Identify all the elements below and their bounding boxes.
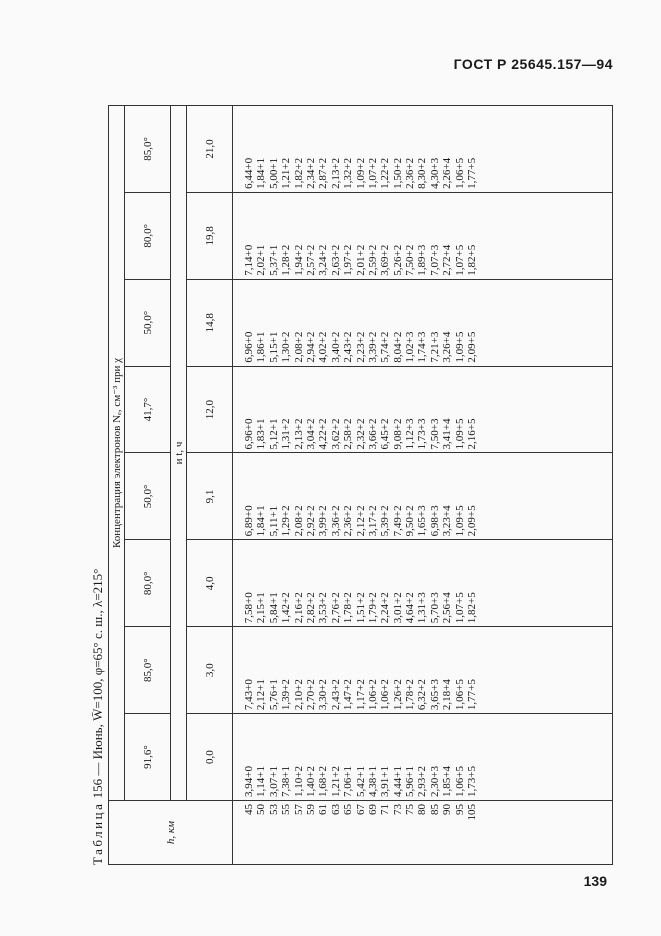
table-cell: 3,53+2	[317, 592, 330, 624]
table-cell: 1,06+2	[379, 679, 392, 711]
table-cell: 1,40+2	[304, 766, 317, 797]
table-cell: 1,07+5	[453, 592, 466, 624]
table-cell: 3,30+2	[317, 679, 330, 711]
table-cell: 4,02+2	[317, 331, 330, 363]
table-cell: 1,31+3	[416, 592, 429, 624]
table-cell: 1,39+2	[280, 679, 293, 711]
value-column-5	[233, 279, 613, 366]
height-cell: 61	[317, 804, 330, 815]
table-cell: 2,18+4	[441, 679, 454, 711]
t-header-1: 3,0	[187, 627, 233, 714]
table-cell: 2,63+2	[329, 244, 342, 276]
table-cell: 7,14+0	[243, 244, 255, 276]
table-cell: 7,49+2	[391, 505, 404, 537]
table-cell: 1,26+2	[391, 679, 404, 711]
table-cell: 1,78+2	[342, 592, 355, 624]
table-cell: 1,86+1	[255, 331, 268, 363]
chi-header-6: 80,0°	[125, 192, 171, 279]
table-cell: 1,30+2	[280, 331, 293, 363]
table-cell: 1,42+2	[280, 592, 293, 624]
caption-label: Таблица	[90, 801, 105, 865]
table-cell: 1,51+2	[354, 592, 367, 624]
table-cell: 4,30+3	[428, 157, 441, 189]
table-cell: 1,84+1	[255, 505, 268, 537]
table-cell: 2,70+2	[304, 679, 317, 711]
table-cell: 2,15+1	[255, 592, 268, 624]
table-cell: 2,26+4	[441, 157, 454, 189]
table-cell: 2,32+2	[354, 418, 367, 450]
height-cell: 75	[404, 804, 417, 815]
chi-header-3: 50,0°	[125, 453, 171, 540]
height-cell: 67	[354, 804, 367, 815]
table-cell: 2,16+5	[466, 418, 479, 450]
table-cell: 1,07+2	[366, 157, 379, 189]
table-cell: 3,94+0	[243, 766, 255, 797]
table-cell: 1,22+2	[379, 157, 392, 189]
caption-text: — Июнь, W̄=100, φ=65° с. ш., λ=215°	[90, 568, 105, 776]
table-cell: 2,43+2	[342, 331, 355, 363]
table-cell: 5,76+1	[267, 679, 280, 711]
height-cell: 53	[267, 804, 280, 815]
table-cell: 1,06+5	[453, 157, 466, 189]
table-cell: 2,76+2	[329, 592, 342, 624]
chi-header-7: 85,0°	[125, 106, 171, 193]
height-cell: 63	[329, 804, 342, 815]
table-cell: 1,97+2	[342, 244, 355, 276]
value-column-4	[233, 366, 613, 453]
table-cell: 1,12+3	[404, 418, 417, 450]
table-cell: 1,68+2	[317, 766, 330, 797]
table-cell: 2,10+2	[292, 679, 305, 711]
table-cell: 1,06+2	[366, 679, 379, 711]
table-cell: 7,50+2	[404, 244, 417, 276]
table-cell: 6,98+3	[428, 505, 441, 537]
table-cell: 1,09+5	[453, 505, 466, 537]
table-cell: 6,44+0	[243, 157, 255, 189]
height-cell: 80	[416, 804, 429, 815]
table-cell: 5,12+1	[267, 418, 280, 450]
table-cell: 1,29+2	[280, 505, 293, 537]
table-cell: 1,94+2	[292, 244, 305, 276]
table-cell: 3,04+2	[304, 418, 317, 450]
table-cell: 5,70+3	[428, 592, 441, 624]
table-cell: 1,78+2	[404, 679, 417, 711]
table-cell: 5,39+2	[379, 505, 392, 537]
table-cell: 4,64+2	[404, 592, 417, 624]
table-cell: 6,32+2	[416, 679, 429, 711]
table-cell: 1,77+5	[466, 157, 479, 189]
table-cell: 2,12+2	[354, 505, 367, 537]
table-cell: 2,01+2	[354, 244, 367, 276]
table-cell: 6,45+2	[379, 418, 392, 450]
subgroup-header: и t, ч	[171, 106, 187, 801]
height-cell: 65	[342, 804, 355, 815]
value-column-0	[233, 714, 613, 801]
table-cell: 3,99+2	[317, 505, 330, 537]
table-cell: 7,06+1	[342, 766, 355, 797]
table-cell: 5,37+1	[267, 244, 280, 276]
t-header-4: 12,0	[187, 366, 233, 453]
height-cell: 85	[428, 804, 441, 815]
table-caption	[88, 105, 108, 865]
table-cell: 1,14+1	[255, 766, 268, 797]
height-cell: 71	[379, 804, 392, 815]
t-header-7: 21,0	[187, 106, 233, 193]
table-cell: 1,21+2	[329, 766, 342, 797]
table-cell: 2,23+2	[354, 331, 367, 363]
table-cell: 3,40+2	[329, 331, 342, 363]
table-cell: 1,10+2	[292, 766, 305, 797]
table-cell: 2,16+2	[292, 592, 305, 624]
table-cell: 1,09+5	[453, 418, 466, 450]
table-cell: 1,06+5	[453, 679, 466, 711]
table-cell: 3,01+2	[391, 592, 404, 624]
height-cell: 50	[255, 804, 268, 815]
chi-header-4: 41,7°	[125, 366, 171, 453]
table-cell: 5,11+1	[267, 505, 280, 537]
table-cell: 4,38+1	[366, 766, 379, 797]
table-cell: 1,85+4	[441, 766, 454, 797]
table-cell: 7,50+3	[428, 418, 441, 450]
height-cell: 95	[453, 804, 466, 815]
table-cell: 5,96+1	[404, 766, 417, 797]
table-cell: 3,24+2	[317, 244, 330, 276]
table-cell: 8,04+2	[391, 331, 404, 363]
table-cell: 6,89+0	[243, 505, 255, 537]
table-cell: 2,08+2	[292, 505, 305, 537]
table-cell: 1,82+5	[466, 244, 479, 276]
t-header-5: 14,8	[187, 279, 233, 366]
table-cell: 2,87+2	[317, 157, 330, 189]
table-cell: 1,28+2	[280, 244, 293, 276]
t-header-0: 0,0	[187, 714, 233, 801]
table-cell: 1,73+5	[466, 766, 479, 797]
table-cell: 7,43+0	[243, 679, 255, 711]
rotated-table-block	[88, 105, 613, 865]
table-cell: 2,56+4	[441, 592, 454, 624]
height-cell: 90	[441, 804, 454, 815]
chi-header-0: 91,6°	[125, 714, 171, 801]
height-cell: 57	[292, 804, 305, 815]
t-header-2: 4,0	[187, 540, 233, 627]
table-cell: 5,15+1	[267, 331, 280, 363]
table-cell: 4,44+1	[391, 766, 404, 797]
t-header-6: 19,8	[187, 192, 233, 279]
page-number: 139	[583, 873, 607, 889]
table-cell: 1,65+3	[416, 505, 429, 537]
table-cell: 7,07+3	[428, 244, 441, 276]
table-cell: 2,58+2	[342, 418, 355, 450]
electron-concentration-table	[108, 105, 613, 865]
table-cell: 5,00+1	[267, 157, 280, 189]
height-column-header: h, км	[109, 801, 233, 865]
table-cell: 2,93+2	[416, 766, 429, 797]
table-cell: 3,66+2	[366, 418, 379, 450]
table-cell: 2,09+5	[466, 505, 479, 537]
height-cell: 55	[280, 804, 293, 815]
table-cell: 1,82+2	[292, 157, 305, 189]
table-cell: 7,21+3	[428, 331, 441, 363]
table-cell: 2,09+5	[466, 331, 479, 363]
table-cell: 3,17+2	[366, 505, 379, 537]
table-cell: 3,26+4	[441, 331, 454, 363]
table-cell: 2,24+2	[379, 592, 392, 624]
table-cell: 2,57+2	[304, 244, 317, 276]
table-cell: 1,09+5	[453, 331, 466, 363]
table-cell: 2,43+2	[329, 679, 342, 711]
table-cell: 1,77+5	[466, 679, 479, 711]
table-cell: 2,13+2	[329, 157, 342, 189]
group-header: Концентрация электронов Nₑ, см⁻³ при χ	[109, 106, 125, 801]
caption-number: 156	[90, 778, 105, 799]
table-cell: 1,74+3	[416, 331, 429, 363]
height-cell: 45	[243, 804, 255, 815]
table-cell: 1,09+2	[354, 157, 367, 189]
table-cell: 1,83+1	[255, 418, 268, 450]
t-header-3: 9,1	[187, 453, 233, 540]
table-cell: 3,07+1	[267, 766, 280, 797]
table-cell: 2,36+2	[342, 505, 355, 537]
table-cell: 1,47+2	[342, 679, 355, 711]
table-cell: 7,38+1	[280, 766, 293, 797]
table-cell: 1,82+5	[466, 592, 479, 624]
table-cell: 5,42+1	[354, 766, 367, 797]
table-cell: 2,08+2	[292, 331, 305, 363]
table-cell: 3,23+4	[441, 505, 454, 537]
value-column-7	[233, 106, 613, 193]
table-cell: 2,34+2	[304, 157, 317, 189]
table-cell: 5,74+2	[379, 331, 392, 363]
table-cell: 1,21+2	[280, 157, 293, 189]
height-cell: 73	[391, 804, 404, 815]
table-cell: 1,07+5	[453, 244, 466, 276]
table-cell: 6,96+0	[243, 331, 255, 363]
table-cell: 1,06+5	[453, 766, 466, 797]
value-column-1	[233, 627, 613, 714]
table-cell: 7,58+0	[243, 592, 255, 624]
table-cell: 5,26+2	[391, 244, 404, 276]
table-cell: 3,65+3	[428, 679, 441, 711]
table-cell: 4,22+2	[317, 418, 330, 450]
table-cell: 2,59+2	[366, 244, 379, 276]
table-cell: 3,62+2	[329, 418, 342, 450]
document-header: ГОСТ Р 25645.157—94	[453, 56, 613, 72]
table-cell: 5,84+1	[267, 592, 280, 624]
table-cell: 9,50+2	[404, 505, 417, 537]
table-cell: 2,92+2	[304, 505, 317, 537]
table-cell: 1,50+2	[391, 157, 404, 189]
table-cell: 3,41+4	[441, 418, 454, 450]
value-column-6	[233, 192, 613, 279]
height-cell: 59	[304, 804, 317, 815]
table-cell: 2,02+1	[255, 244, 268, 276]
chi-header-5: 50,0°	[125, 279, 171, 366]
height-cell: 105	[466, 804, 479, 821]
table-cell: 3,91+1	[379, 766, 392, 797]
chi-header-2: 80,0°	[125, 540, 171, 627]
table-cell: 2,30+3	[428, 766, 441, 797]
value-column-3	[233, 453, 613, 540]
table-cell: 2,82+2	[304, 592, 317, 624]
table-cell: 6,96+0	[243, 418, 255, 450]
table-cell: 3,69+2	[379, 244, 392, 276]
table-cell: 1,79+2	[366, 592, 379, 624]
table-cell: 1,02+3	[404, 331, 417, 363]
table-cell: 1,73+3	[416, 418, 429, 450]
height-cell: 69	[366, 804, 379, 815]
table-cell: 1,84+1	[255, 157, 268, 189]
table-cell: 3,36+2	[329, 505, 342, 537]
table-cell: 1,17+2	[354, 679, 367, 711]
value-column-2	[233, 540, 613, 627]
table-cell: 1,89+3	[416, 244, 429, 276]
table-cell: 2,13+2	[292, 418, 305, 450]
table-cell: 3,39+2	[366, 331, 379, 363]
table-cell: 1,31+2	[280, 418, 293, 450]
table-cell: 2,72+4	[441, 244, 454, 276]
table-cell: 2,94+2	[304, 331, 317, 363]
table-cell: 8,30+2	[416, 157, 429, 189]
table-cell: 9,08+2	[391, 418, 404, 450]
table-cell: 2,12+1	[255, 679, 268, 711]
table-cell: 1,32+2	[342, 157, 355, 189]
table-cell: 2,36+2	[404, 157, 417, 189]
height-values	[233, 801, 613, 865]
chi-header-1: 85,0°	[125, 627, 171, 714]
